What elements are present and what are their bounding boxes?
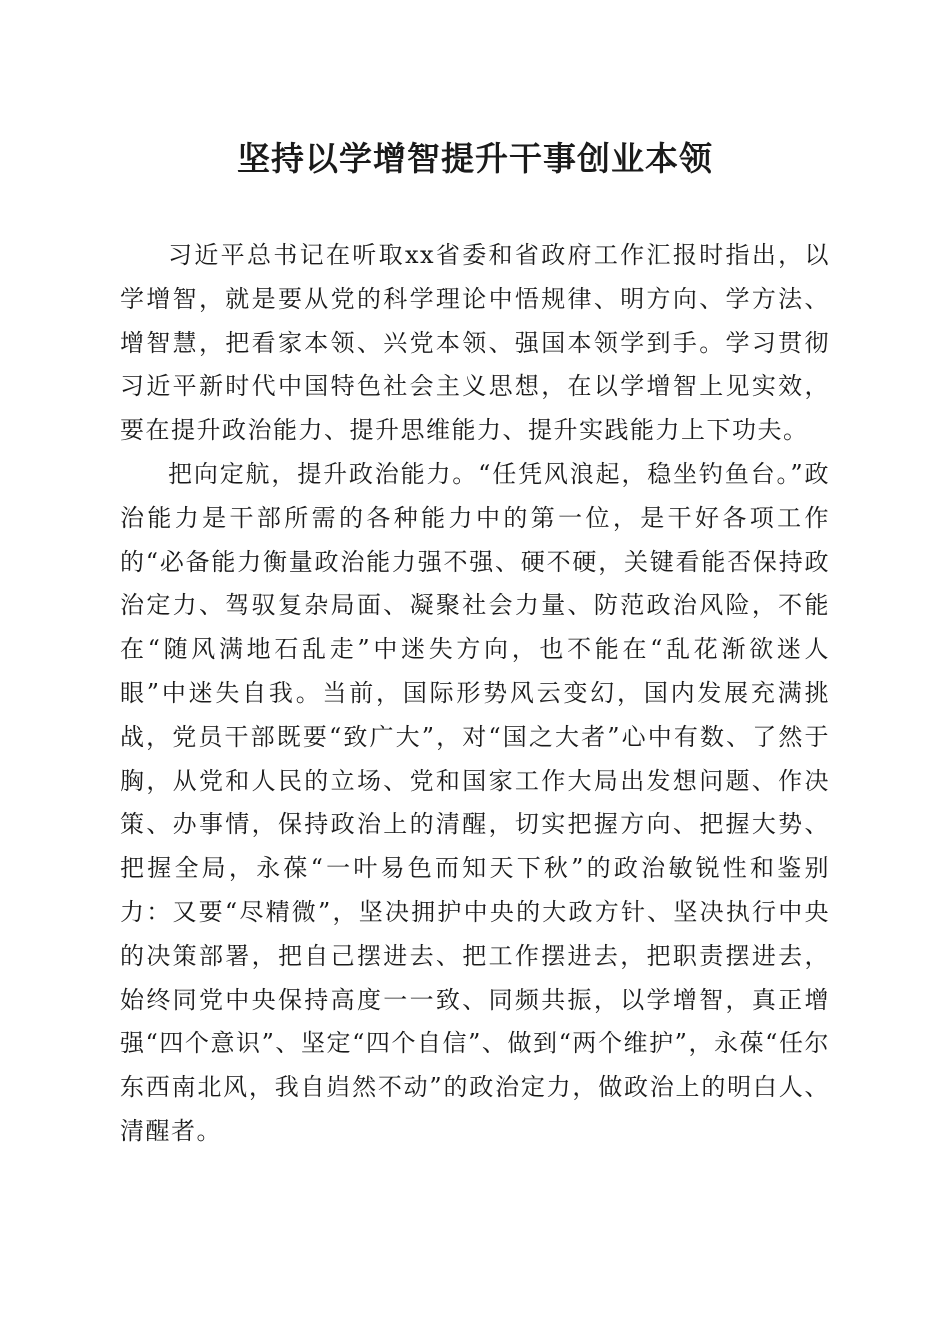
document-body bbox=[120, 234, 830, 1154]
paragraph-intro: 习近平总书记在听取xx省委和省政府工作汇报时指出，以学增智，就是要从党的科学理论中悟规律、明方向、学方法、增智慧，把看家本领、兴党本领、强国本领学到手。学习贯彻习近平新时代中国特色社会主义思想，在以学增智上见实效，要在提升政治能力、提升思维能力、提升实践能力上下功夫。 bbox=[120, 241, 830, 445]
paragraph-political-ability: 把向定航，提升政治能力。“任凭风浪起，稳坐钓鱼台。”政治能力是干部所需的各种能力中的第一位，是干好各项工作的“必备能力衡量政治能力强不强、硬不硬，关键看能否保持政治定力、驾驭复杂局面、凝聚社会力量、防范政治风险，不能在“随风满地石乱走”中迷失方向，也不能在“乱花渐欲迷人眼”中迷失自我。当前，国际形势风云变幻，国内发展充满挑战，党员干部既要“致广大”，对“国之大者”心中有数、了然于胸，从党和人民的立场、党和国家工作大局出发想问题、作决策、办事情，保持政治上的清醒，切实把握方向、把握大势、把握全局，永葆“一叶易色而知天下秋”的政治敏锐性和鉴别力：又要“尽精微”，坚决拥护中央的大政方针、坚决执行中央的决策部署，把自己摆进去、把工作摆进去，把职责摆进去，始终同党中央保持高度一一致、同频共振，以学增智，真正增强“四个意识”、坚定“四个自信”、做到“两个维护”，永葆“任尔东西南北风，我自岿然不动”的政治定力，做政治上的明白人、清醒者。 bbox=[120, 459, 830, 1145]
document-title: 坚持以学增智提升干事创业本领 bbox=[237, 139, 713, 178]
